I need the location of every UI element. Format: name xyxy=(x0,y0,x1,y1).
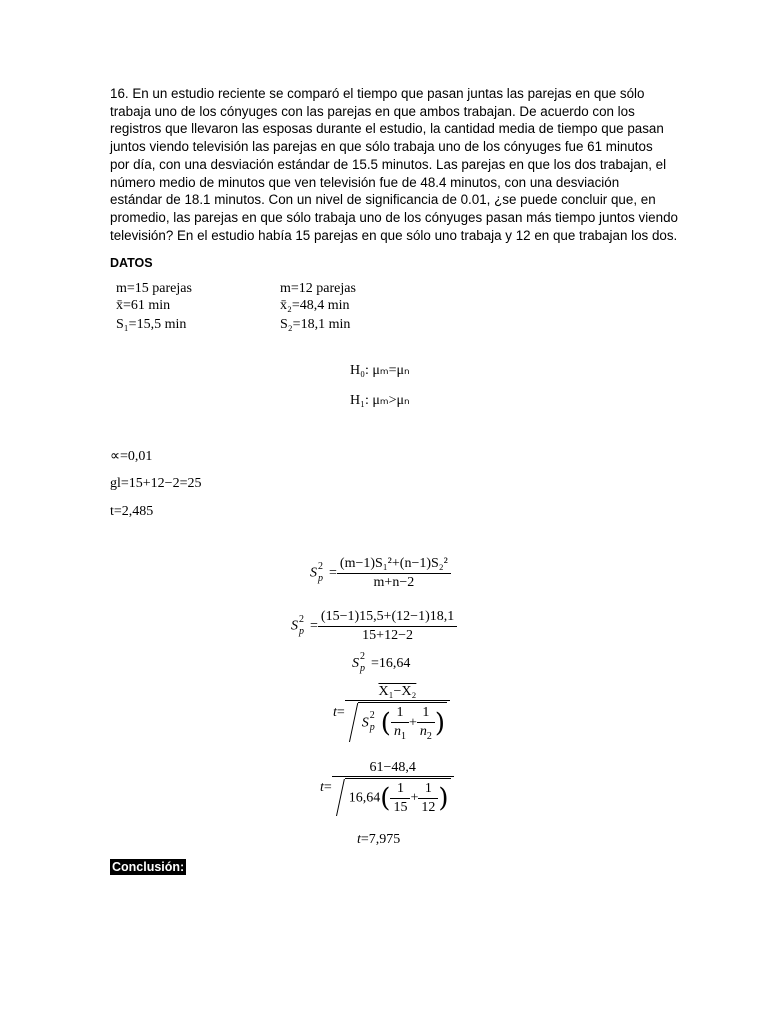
problem-line: televisión? En el estudio había 15 parejas en que sólo uno trabaja y 12 en que trabajan los dos. xyxy=(110,227,678,243)
formula-denominator: 15+12−2 xyxy=(362,628,413,643)
t-value: 7,975 xyxy=(368,832,401,847)
problem-statement xyxy=(110,85,678,244)
problem-line: estándar de 18.1 minutos. Con un nivel de significancia de 0.01, ¿se puede concluir que, en xyxy=(110,192,656,208)
datos-heading: DATOS xyxy=(110,256,153,270)
alpha-value: ∝=0,01 xyxy=(110,449,153,464)
pooled-variance-value: 16,64 xyxy=(348,790,381,806)
problem-line: trabaja uno de los cónyuges con las parejas en que ambos trabajan. De acuerdo con los xyxy=(110,103,635,119)
formula-numerator: 61−48,4 xyxy=(332,760,454,777)
problem-line: por día, con una desviación estándar de 15.5 minutos. Las parejas en que los dos trabajan, el xyxy=(110,156,667,172)
group2-sd: S₂=18,1 min xyxy=(280,317,351,332)
problem-line: juntos viendo televisión las parejas en que sólo trabaja uno de los cónyuges fue 61 minutos xyxy=(110,139,653,155)
degrees-of-freedom: gl=15+12−2=25 xyxy=(110,476,202,491)
t-statistic-result: t=7,975 xyxy=(357,832,401,847)
pooled-variance-result: S 2 p =16,64 xyxy=(352,650,411,674)
formula-numerator: X₁−X₂ xyxy=(345,684,450,701)
pooled-variance-formula: S 2 p = $\frac{\text{(m−1)S₁²+(n−1)S₂²}}{m+n-2}$ xyxy=(310,556,451,591)
t-critical: t=2,485 xyxy=(110,504,154,519)
group2-size: m=12 parejas xyxy=(280,281,356,296)
formula-numerator: (15−1)15,5+(12−1)18,1 xyxy=(318,609,457,627)
group1-sd: S₁=15,5 min xyxy=(116,317,187,332)
n1-value: 15 xyxy=(393,800,408,815)
formula-numerator: (m−1)S₁²+(n−1)S₂² xyxy=(337,556,451,574)
problem-line: registros que llevaron las esposas durante el estudio, la cantidad media de tiempo que pasan xyxy=(110,121,664,137)
formula-denominator: m+n−2 xyxy=(373,575,415,590)
alt-hypothesis: H₁: μₘ>μₙ xyxy=(350,393,410,408)
conclusion-label: Conclusión: xyxy=(112,860,185,874)
n2-value: 12 xyxy=(421,800,436,815)
null-hypothesis: H₀: μₘ=μₙ xyxy=(350,363,410,378)
problem-line: 16. En un estudio reciente se comparó el tiempo que pasan juntas las parejas en que sólo xyxy=(110,86,645,101)
problem-line: promedio, las parejas en que sólo trabaja uno de los cónyuges pasan más tiempo juntos viendo xyxy=(110,209,678,225)
pooled-variance-value: 16,64 xyxy=(378,656,411,671)
group2-mean: x̄₂=48,4 min xyxy=(280,298,350,313)
problem-line: número medio de minutos que ven televisión fue de 48.4 minutos, con una desviación xyxy=(110,174,620,190)
pooled-variance-substituted: S 2 p = $\frac{(15-1)15,5+(12-1)18,1}{15+12-2}$ xyxy=(291,609,457,644)
group1-mean: x̄=61 min xyxy=(116,298,171,313)
t-statistic-substituted: t= 61−48,4 16,64( $\frac{1}{15}$ + $\frac{1}{12}$ ) xyxy=(320,760,454,816)
group1-size: m=15 parejas xyxy=(116,281,192,296)
t-statistic-formula: t= X₁−X₂ S 2 p ( $\frac{1}{n_1}$ + $\frac{1}{n_2}$ ) xyxy=(333,684,450,742)
